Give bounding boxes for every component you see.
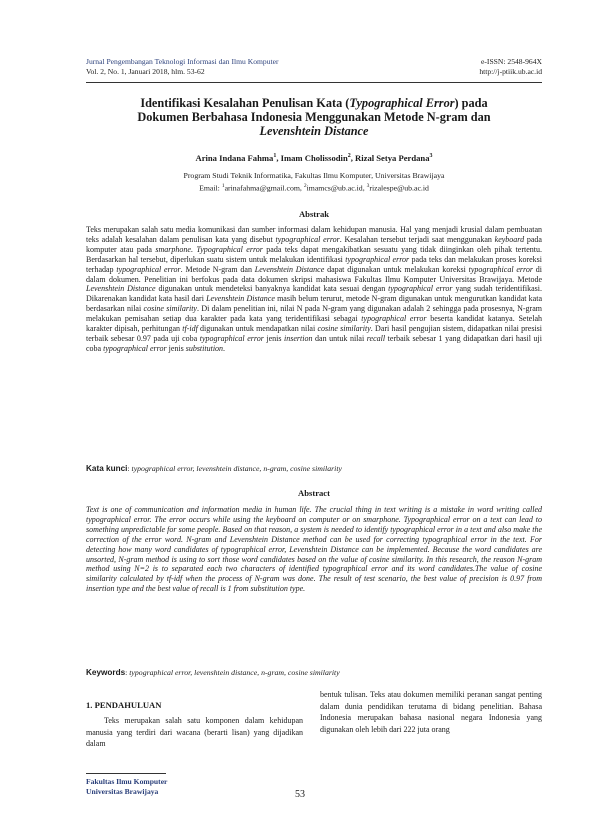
kata-kunci-sep: : (127, 464, 132, 473)
abstract-heading: Abstract (298, 488, 330, 498)
kata-kunci-value: typographical error, levenshtein distance, n-gram, cosine similarity (131, 464, 342, 473)
page-number: 53 (295, 789, 305, 800)
author-1: Arina Indana Fahma (195, 153, 274, 163)
kata-kunci (86, 464, 542, 473)
running-header-right (479, 57, 542, 77)
header-divider (86, 82, 542, 83)
email-label: Email: (199, 183, 222, 193)
affiliation-line: Program Studi Teknik Informatika, Fakultas Ilmu Komputer, Universitas Brawijaya (183, 171, 445, 180)
email-1[interactable]: arinafahma@gmail.com, (224, 183, 304, 193)
abstrak-heading: Abstrak (298, 209, 330, 219)
email-2[interactable]: imamcs@ub.ac.id, (306, 183, 367, 193)
volume-info: Vol. 2, No. 1, Januari 2018, hlm. 53-62 (86, 67, 205, 76)
author-2: , Imam Cholissodin (276, 153, 348, 163)
kata-kunci-label: Kata kunci (86, 464, 128, 473)
abstrak-body: Teks merupakan salah satu media komunikasi dan sumber informasi dalam kehidupan manusia. Hal yang menjadi krusial dalam pembuatan teks adalah kesalahan dalam penulisan kata yang disebut typographical error. Kesalahan tersebut terjadi saat menggunakan keyboard pada komputer atau pada smarphone. Typographical error pada teks dapat mengakibatkan sesuatu yang tidak diinginkan oleh pihak tertentu. Berdasarkan hal tersebut, diperlukan suatu sistem untuk melakukan identifikasi typographical error pada teks dan melakukan proses koreksi terhadap typographical error. Metode N-gram dan Levenshtein Distance dapat digunakan untuk melakukan koreksi typographical error di dalam dokumen. Penelitian ini berfokus pada data dokumen skripsi mahasiswa Fakultas Ilmu Komputer Universitas Brawijaya. Metode Levenshtein Distance digunakan untuk mendeteksi banyaknya kandidat kata sesuai dengan typographical error yang sudah teridentifikasi. Dikarenakan kandidat kata hasil dari Levenshtein Distance masih belum terurut, metode N-gram digunakan untuk mengurutkan kandidat kata berdasarkan nilai cosine similarity. Di dalam penelitian ini, nilai N pada N-gram yang digunakan adalah 2 sehingga pada prosesnya, N-gram melakukan pemisahan setiap dua karakter pada kata yang teridentifikasi sebagai typographical error beserta kandidat katanya. Setelah karakter dipisah, perhitungan tf-idf digunakan untuk mendapatkan nilai cosine similarity. Dari hasil pengujian sistem, didapatkan nilai presisi terbaik sebesar 0.97 pada uji coba typographical error jenis insertion dan untuk nilai recall terbaik sebesar 1 yang didapatkan dari hasil uji coba typographical error jenis substitution. (86, 225, 543, 353)
email-2-mark: 2 (303, 183, 307, 189)
keywords-value: typographical error, levenshtein distance, n-gram, cosine similarity (129, 668, 340, 677)
email-line (86, 181, 542, 194)
journal-url[interactable]: http://j-ptiik.ub.ac.id (479, 67, 542, 76)
footer-divider (86, 773, 166, 774)
title-line2: Dokumen Berbahasa Indonesia Menggunakan Metode N-gram dan (137, 110, 491, 124)
keywords (86, 668, 542, 677)
footer-university: Universitas Brawijaya (86, 787, 159, 796)
issn: e-ISSN: 2548-964X (481, 57, 542, 66)
title-line3: Levenshtein Distance (259, 124, 369, 138)
paper-title (86, 96, 542, 138)
author-2-mark: 2 (347, 153, 351, 160)
keywords-label: Keywords (86, 668, 126, 677)
email-1-mark: 1 (221, 183, 225, 189)
author-list (86, 153, 542, 163)
section-heading-pendahuluan: 1. PENDAHULUAN (86, 700, 162, 710)
author-3-mark: 3 (429, 153, 433, 160)
title-line1-a: Identifikasi Kesalahan Penulisan Kata ( (140, 96, 350, 110)
running-header-left (86, 57, 279, 77)
abstract-body: Text is one of communication and information media in human life. The crucial thing in text writing is a mistake in word writing called typographical error. The error occurs while using the keyboard on computer or on smarphone. Typographical error on a text can lead to something unpredictable for some people. Based on that reason, a system is needed to identify typographical error in a text and also make the correction of the error word. N-gram and Levenshtein Distance method can be used for correcting typographical error in the text. For detecting how many word candidates of typographical error, Levenshtein Distance can be implemented. Because the word candidates are unsorted, N-gram method is using to sort those word candidates based on the value of cosine similarity. In this research, the reason N-gram method using N=2 is to separated each two characters of identified typographical error and its word candidates.The value of cosine similarity calculated by tf-idf when the process of N-gram was done. The result of test scenario, the best value of precision is 0.97 from insertion type and the best value of recall is 1 from substitution type. (86, 505, 542, 594)
author-1-mark: 1 (273, 153, 277, 160)
email-3[interactable]: rizalespe@ub.ac.id (369, 183, 429, 193)
footer-faculty: Fakultas Ilmu Komputer (86, 777, 168, 786)
title-line1-italic: Typographical Error (349, 96, 455, 110)
keywords-sep: : (125, 668, 130, 677)
author-3: , Rizal Setya Perdana (350, 153, 430, 163)
affiliation (86, 171, 542, 194)
title-line1-b: ) pada (454, 96, 488, 110)
journal-name: Jurnal Pengembangan Teknologi Informasi dan Ilmu Komputer (86, 57, 279, 66)
intro-right-column: bentuk tulisan. Teks atau dokumen memiliki peranan sangat penting dalam dunia pendidikan terutama di bidang penelitian. Bahasa Indonesia merupakan bahasa nasional negara Indonesia yang digunakan oleh lebih dari 222 juta orang (320, 690, 542, 734)
intro-left-column: Teks merupakan salah satu komponen dalam kehidupan manusia yang terdiri dari wacana (berarti lisan) yang dijadikan dalam (86, 716, 303, 749)
email-3-mark: 3 (366, 183, 370, 189)
